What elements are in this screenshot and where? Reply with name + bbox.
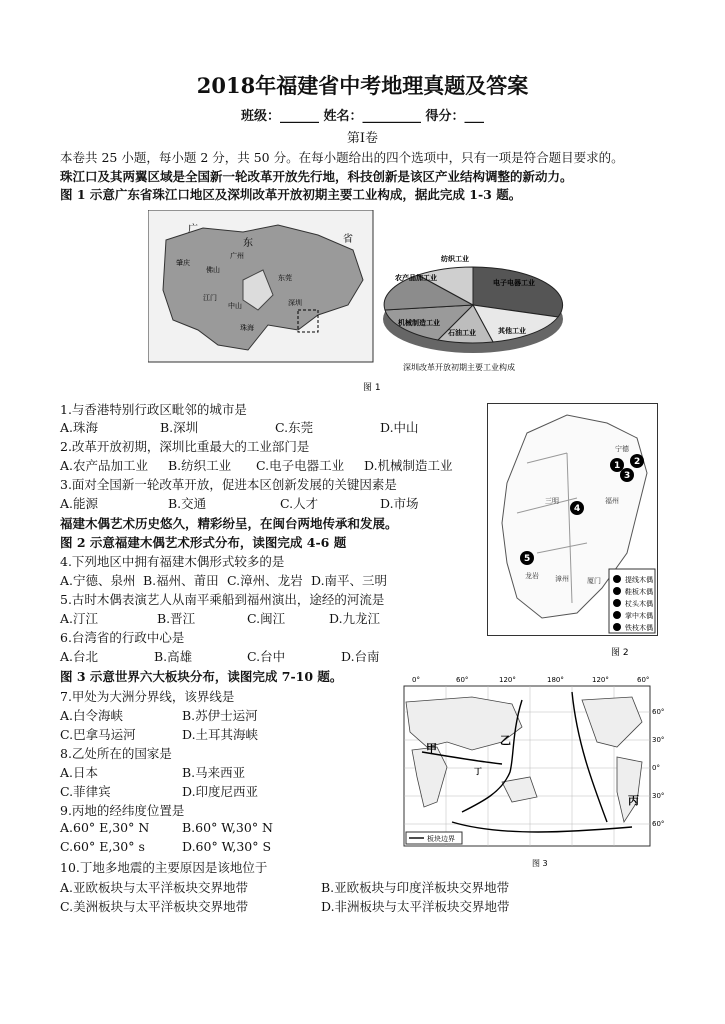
map-label-guang: 广	[188, 224, 198, 235]
industry-pie	[383, 254, 563, 353]
q8-option-c: C.菲律宾	[60, 784, 111, 799]
q4-options	[60, 571, 387, 589]
intro-text: 本卷共 25 小题，每小题 2 分，共 50 分。在每小题给出的四个选项中，只有一项是符合题目要求的。	[60, 150, 624, 165]
section1-lead2: 图 1 示意广东省珠江口地区及深圳改革开放初期主要工业构成，据此完成 1-3 题。	[60, 187, 522, 202]
section1-lead1: 珠江口及其两翼区域是全国新一轮改革开放先行地，科技创新是该区产业结构调整的新动力。	[60, 169, 573, 184]
q1-stem: 1.与香港特别行政区毗邻的城市是	[60, 402, 247, 417]
q9-stem: 9.丙地的经纬度位置是	[60, 803, 185, 818]
q2-option-c: C.电子电器工业	[256, 458, 345, 473]
name-label: 姓名：_________	[323, 109, 421, 124]
map-label-fuzhou: 福州	[605, 497, 619, 505]
q9-option-a: A.60° E,30° N	[60, 820, 150, 835]
pie-caption: 深圳改革开放初期主要工业构成	[403, 363, 515, 372]
q7-options	[60, 706, 258, 724]
map-label-zhangzhou: 漳州	[555, 575, 569, 583]
q1-options	[60, 418, 419, 436]
label-yi: 乙	[500, 734, 511, 747]
q7-option-d: D.土耳其海峡	[182, 727, 259, 742]
marker-1: 1	[614, 461, 621, 471]
map-label-zhongshan: 中山	[228, 302, 242, 310]
q8-options	[60, 763, 245, 781]
q1-option-a: A.珠海	[60, 420, 99, 435]
q3-option-b: B.交通	[168, 496, 207, 511]
q3-option-c: C.人才	[280, 496, 319, 511]
q9-option-c: C.60° E,30° s	[60, 839, 145, 854]
map-label-guangzhou: 广州	[230, 252, 244, 260]
class-label: 班级：______	[240, 109, 319, 124]
pie-label-textile: 纺织工业	[441, 255, 469, 263]
q3-option-a: A.能源	[60, 496, 99, 511]
q10-options	[60, 878, 509, 896]
map-label-foshan: 佛山	[206, 266, 220, 274]
q9-option-b: B.60° W,30° N	[182, 820, 273, 835]
q5-option-c: C.闽江	[247, 611, 286, 626]
tick-lat-60s: 60°	[652, 820, 665, 828]
q10-stem: 10.丁地多地震的主要原因是该地位于	[60, 860, 268, 875]
label-bing: 丙	[628, 794, 639, 807]
tick-lat-60n: 60°	[652, 708, 665, 716]
tick-top-60e: 60°	[456, 676, 469, 684]
q3-options	[60, 494, 419, 512]
fig3-lat-ticks	[652, 708, 664, 828]
legend-item-1: 提线木偶	[625, 576, 653, 584]
marker-5: 5	[524, 554, 531, 564]
q8-stem: 8.乙处所在的国家是	[60, 746, 172, 761]
q1-option-b: B.深圳	[160, 420, 199, 435]
q7-options-2	[60, 725, 258, 743]
marker-2: 2	[634, 457, 641, 467]
tick-lat-0: 0°	[652, 764, 660, 772]
q10-option-a: A.亚欧板块与太平洋板块交界地带	[60, 880, 249, 895]
q1-option-d: D.中山	[380, 420, 419, 435]
q10-option-b: B.亚欧板块与印度洋板块交界地带	[321, 880, 510, 895]
q6-option-c: C.台中	[247, 649, 286, 664]
pie-label-machinery: 机械制造工业	[398, 319, 440, 327]
page-title: 2018年福建省中考地理真题及答案	[196, 73, 529, 98]
pie-label-petroleum: 石油工业	[448, 329, 476, 337]
q7-option-c: C.巴拿马运河	[60, 727, 136, 742]
map-label-zhuhai: 珠海	[240, 324, 254, 332]
q6-option-a: A.台北	[60, 649, 99, 664]
tick-top-180: 180°	[547, 676, 564, 684]
q6-stem: 6.台湾省的行政中心是	[60, 630, 185, 645]
q2-options	[60, 456, 453, 474]
pie-label-other: 其他工业	[498, 327, 526, 335]
label-jia: 甲	[426, 742, 437, 755]
legend-item-4: 掌中木偶	[625, 612, 653, 620]
q4-option-b: B.福州、莆田	[143, 573, 219, 588]
figure1-caption: 图 1	[363, 383, 381, 393]
q4-stem: 4.下列地区中拥有福建木偶形式较多的是	[60, 554, 285, 569]
q4-option-d: D.南平、三明	[311, 573, 388, 588]
q9-options	[60, 820, 273, 835]
section2-lead2: 图 2 示意福建木偶艺术形式分布，读图完成 4-6 题	[60, 535, 347, 550]
q7-stem: 7.甲处为大洲分界线，该界线是	[60, 689, 235, 704]
q2-stem: 2.改革开放初期，深圳比重最大的工业部门是	[60, 439, 310, 454]
q7-option-b: B.苏伊士运河	[182, 708, 258, 723]
fig3-legend	[406, 832, 462, 844]
q2-option-b: B.纺织工业	[168, 458, 232, 473]
figure3-caption: 图 3	[532, 859, 548, 868]
q4-option-a: A.宁德、泉州	[60, 573, 136, 588]
figure2	[487, 403, 659, 665]
tick-top-60w: 60°	[637, 676, 650, 684]
map-label-sanming: 三明	[545, 497, 559, 505]
q8-option-d: D.印度尼西亚	[182, 784, 259, 799]
section2-lead1: 福建木偶艺术历史悠久，精彩纷呈，在闽台两地传承和发展。	[60, 516, 398, 531]
marker-4: 4	[574, 504, 581, 514]
map-label-shenzhen: 深圳	[288, 299, 302, 307]
pie-label-agri: 农产品加工业	[395, 274, 437, 282]
map-label-longyan: 龙岩	[525, 572, 539, 580]
map-label-jiangmen: 江门	[203, 294, 217, 302]
legend-item-2: 鞋板木偶	[625, 588, 653, 596]
tick-lat-30s: 30°	[652, 792, 665, 800]
map-label-dong: 东	[243, 238, 253, 249]
q2-option-a: A.农产品加工业	[60, 458, 149, 473]
marker-3: 3	[624, 471, 631, 481]
label-ding: 丁	[474, 767, 482, 776]
fig3-legend-text: 板块边界	[427, 835, 455, 843]
q7-option-a: A.白令海峡	[60, 708, 124, 723]
tick-top-120w: 120°	[592, 676, 609, 684]
q3-option-d: D.市场	[380, 496, 419, 511]
figure3	[392, 672, 670, 874]
volume-label: 第Ⅰ卷	[346, 131, 379, 146]
q5-stem: 5.古时木偶表演艺人从南平乘船到福州演出，途经的河流是	[60, 592, 385, 607]
legend-item-3: 杖头木偶	[625, 600, 653, 608]
score-label: 得分：___	[425, 109, 485, 124]
q5-option-b: B.晋江	[157, 611, 196, 626]
q5-option-a: A.汀江	[60, 611, 99, 626]
tick-top-120e: 120°	[499, 676, 516, 684]
q5-option-d: D.九龙江	[329, 611, 381, 626]
q4-option-c: C.漳州、龙岩	[227, 573, 303, 588]
map-label-zhaoqing: 肇庆	[176, 259, 190, 267]
tick-top-0: 0°	[412, 676, 420, 684]
tick-lat-30n: 30°	[652, 736, 665, 744]
q3-stem: 3.面对全国新一轮改革开放，促进本区创新发展的关键因素是	[60, 477, 397, 492]
q8-options-2	[60, 782, 258, 800]
q10-option-d: D.非洲板块与太平洋板块交界地带	[321, 899, 510, 914]
q5-options	[60, 609, 380, 627]
q6-option-b: B.高雄	[154, 649, 193, 664]
q10-option-c: C.美洲板块与太平洋板块交界地带	[60, 899, 249, 914]
q1-option-c: C.东莞	[275, 420, 314, 435]
pie-label-electronics: 电子电器工业	[493, 279, 535, 287]
map-label-ningde: 宁德	[615, 445, 629, 453]
figure1	[148, 210, 588, 395]
fig3-top-ticks	[412, 676, 649, 684]
q6-options	[60, 647, 380, 665]
q8-option-a: A.日本	[60, 765, 99, 780]
q9-options-2	[60, 839, 271, 854]
legend-item-5: 铁枝木偶	[625, 624, 653, 632]
map-label-sheng: 省	[343, 234, 353, 245]
map-label-xiamen: 厦门	[587, 577, 601, 585]
student-info	[0, 105, 725, 124]
q8-option-b: B.马来西亚	[182, 765, 246, 780]
section3-lead: 图 3 示意世界六大板块分布，读图完成 7-10 题。	[60, 669, 343, 684]
map-label-dongguan: 东莞	[278, 274, 292, 282]
q2-option-d: D.机械制造工业	[364, 458, 453, 473]
q6-option-d: D.台南	[341, 649, 380, 664]
figure2-legend	[609, 569, 655, 633]
q10-options-2	[60, 897, 510, 915]
q9-option-d: D.60° W,30° S	[182, 839, 272, 854]
figure2-caption: 图 2	[611, 648, 629, 658]
